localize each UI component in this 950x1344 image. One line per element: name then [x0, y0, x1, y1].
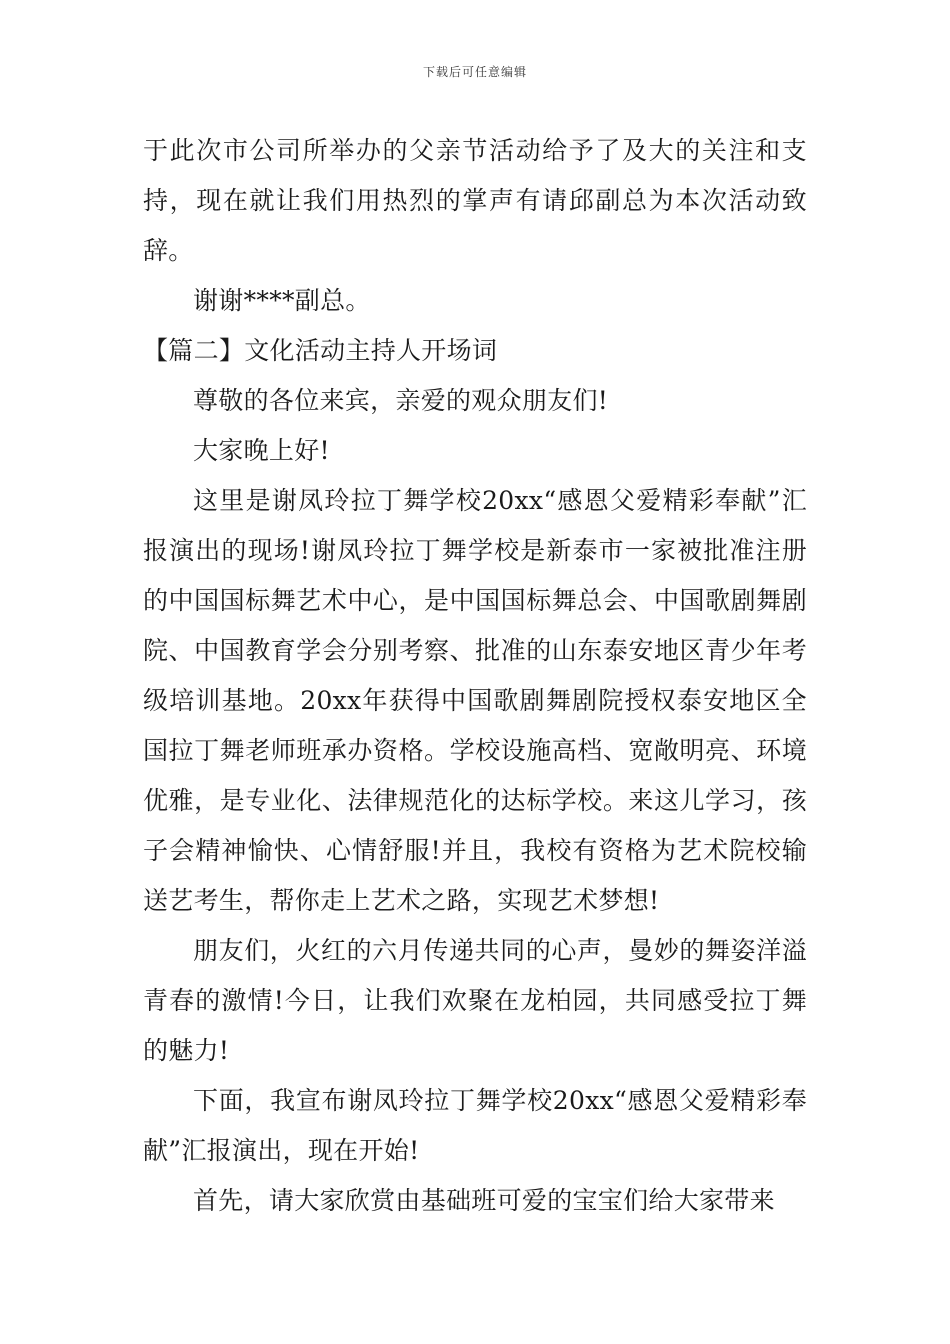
paragraph-1: 于此次市公司所举办的父亲节活动给予了及大的关注和支持，现在就让我们用热烈的掌声有请邱副总为本次活动致辞。: [143, 136, 807, 265]
document-body: [143, 126, 807, 1226]
paragraph-2: 谢谢****副总。: [193, 286, 371, 315]
page-header-note: 下载后可任意编辑: [422, 65, 527, 79]
paragraph-8: 首先，请大家欣赏由基础班可爱的宝宝们给大家带来: [193, 1186, 775, 1215]
paragraph-4: 大家晚上好!: [193, 436, 330, 465]
paragraph-7: 下面，我宣布谢凤玲拉丁舞学校20xx“感恩父爱精彩奉献”汇报演出，现在开始!: [143, 1086, 807, 1165]
section-heading: 【篇二】文化活动主持人开场词: [143, 336, 498, 365]
paragraph-5: 这里是谢凤玲拉丁舞学校20xx“感恩父爱精彩奉献”汇报演出的现场!谢凤玲拉丁舞学校是新泰市一家被批准注册的中国国标舞艺术中心，是中国国标舞总会、中国歌剧舞剧院、中国教育学会分别考察、批准的山东泰安地区青少年考级培训基地。20xx年获得中国歌剧舞剧院授权泰安地区全国拉丁舞老师班承办资格。学校设施高档、宽敞明亮、环境优雅，是专业化、法律规范化的达标学校。来这儿学习，孩子会精神愉快、心情舒服!并且，我校有资格为艺术院校输送艺考生，帮你走上艺术之路，实现艺术梦想!: [143, 486, 807, 915]
paragraph-6: 朋友们，火红的六月传递共同的心声，曼妙的舞姿洋溢青春的激情!今日，让我们欢聚在龙柏园，共同感受拉丁舞的魅力!: [143, 936, 807, 1065]
paragraph-3: 尊敬的各位来宾，亲爱的观众朋友们!: [193, 386, 609, 415]
